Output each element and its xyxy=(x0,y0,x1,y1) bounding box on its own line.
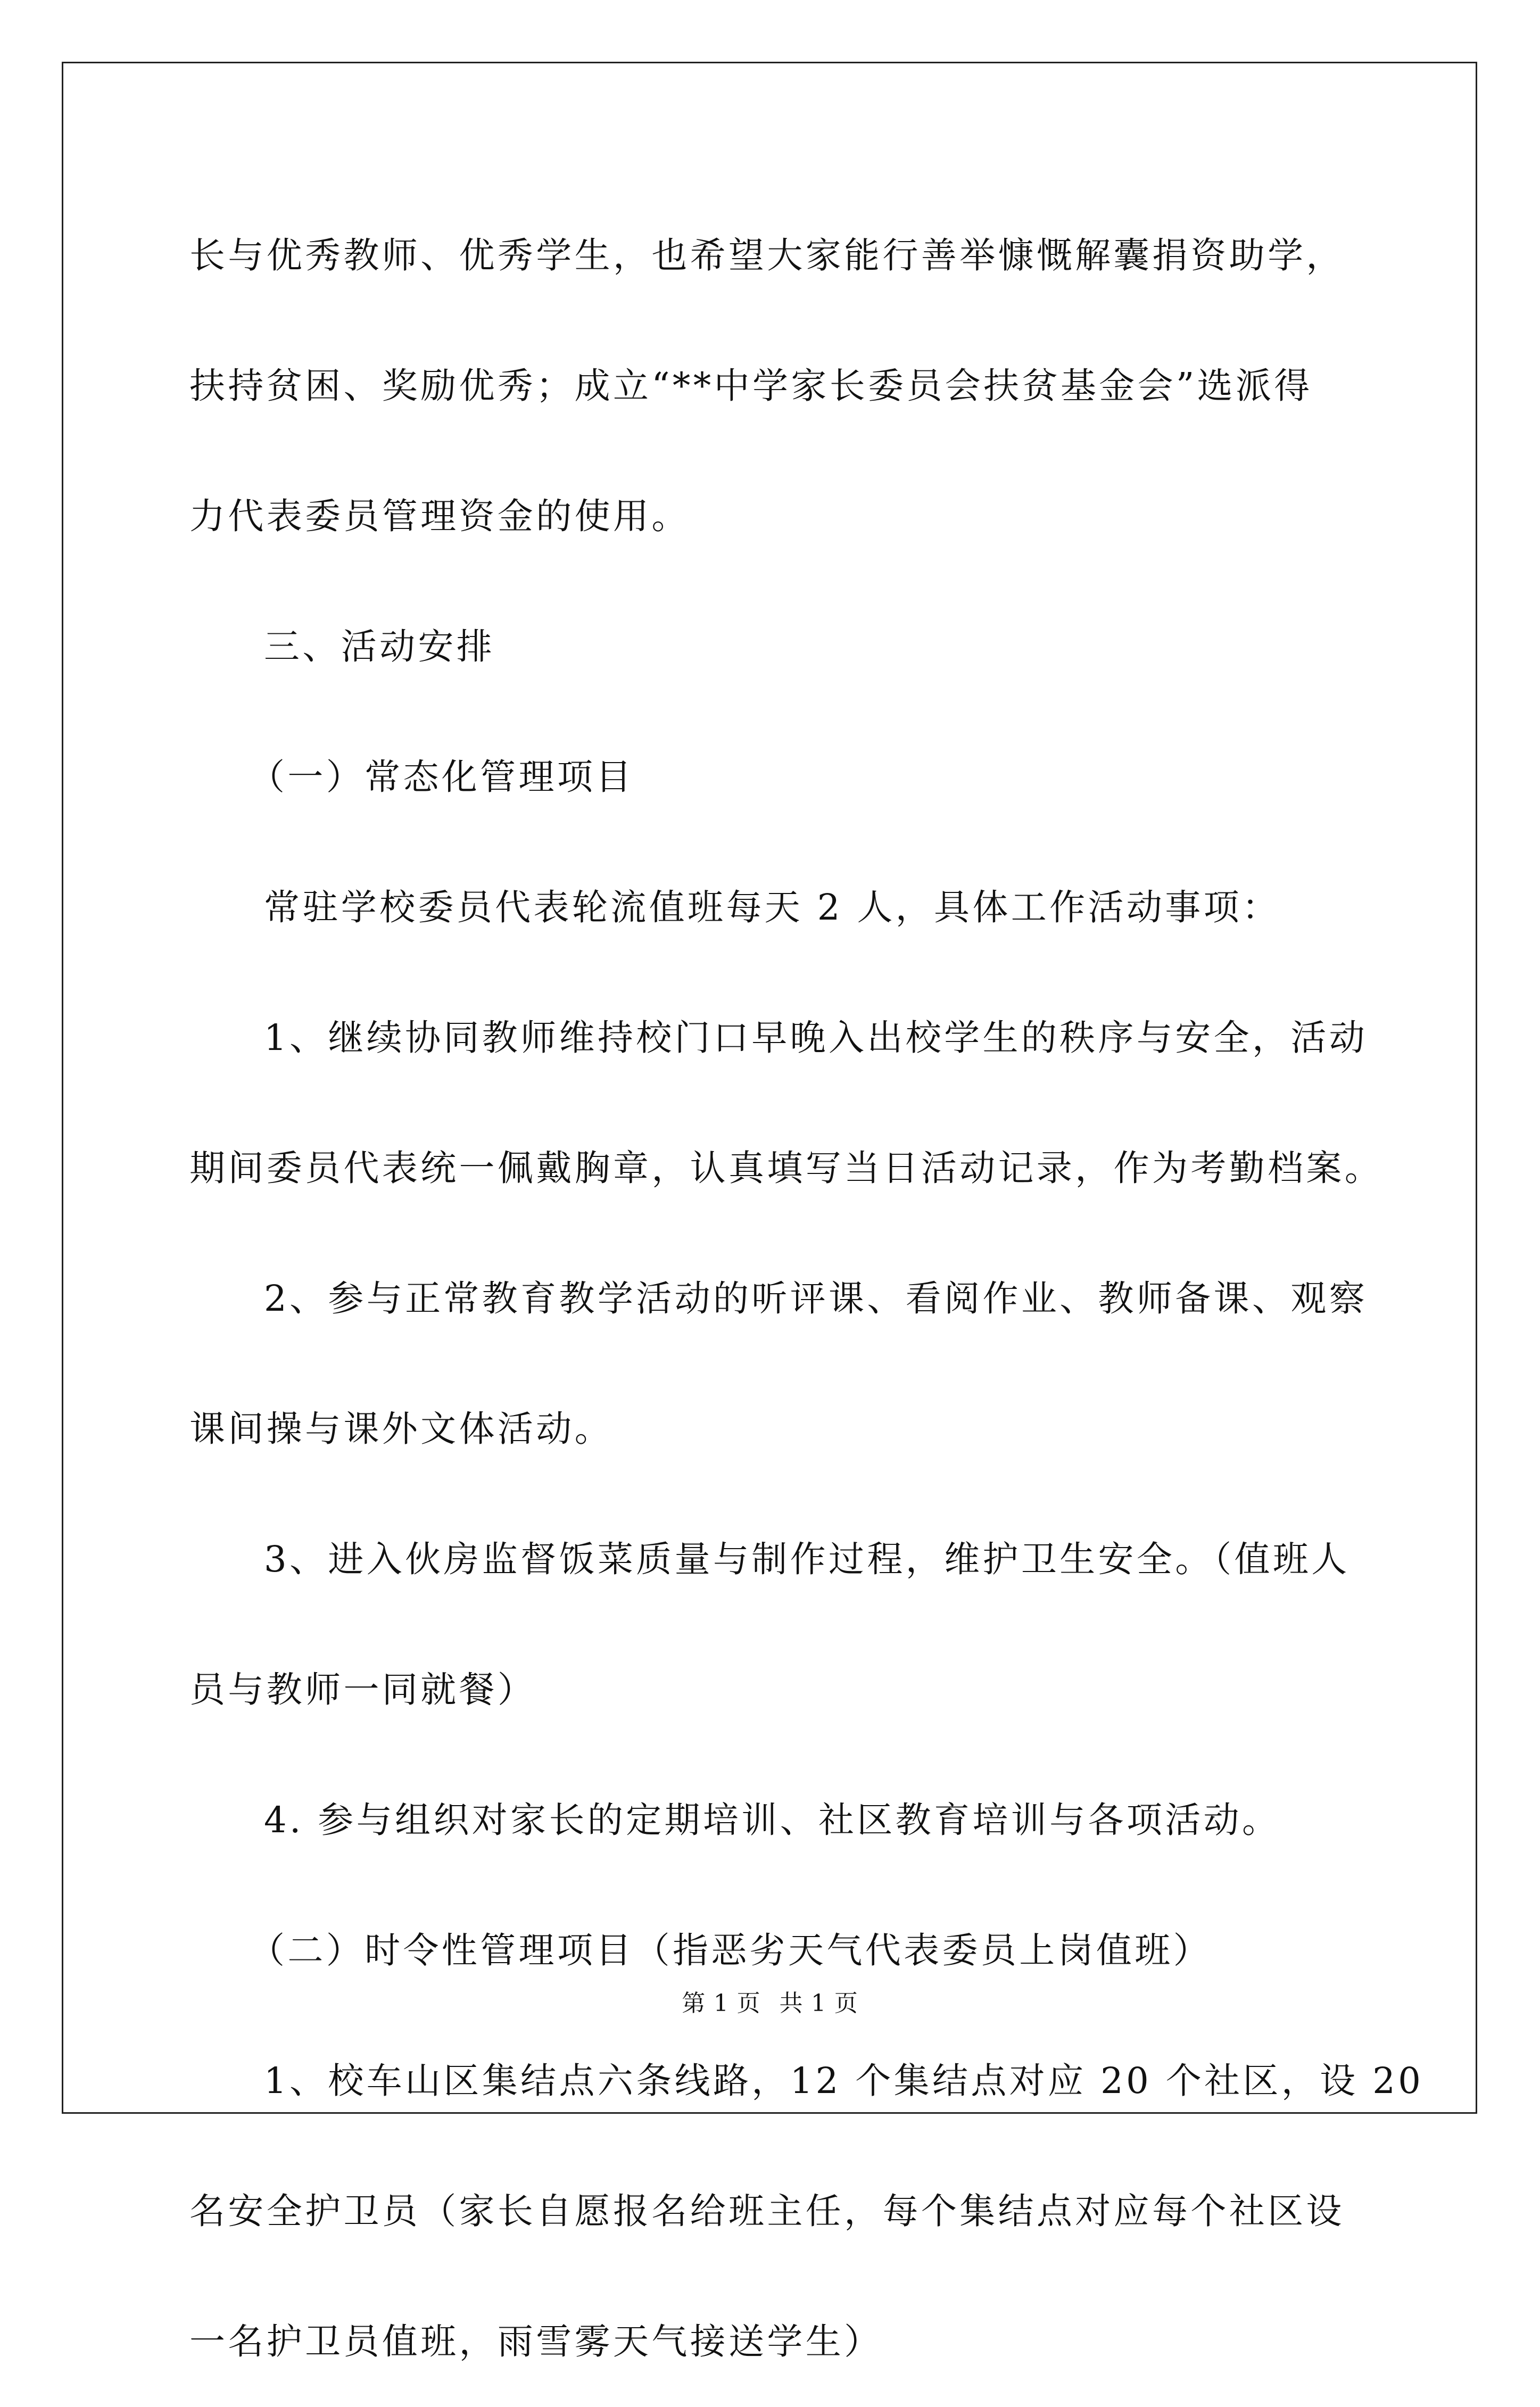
section-heading: 三、活动安排 xyxy=(264,626,495,667)
subsection-heading: （二）时令性管理项目（指恶劣天气代表委员上岗值班） xyxy=(249,1930,1212,1971)
document-body xyxy=(189,191,1424,2407)
page-total: 共 1 页 xyxy=(779,1990,858,2017)
list-item-4: 4. 参与组织对家长的定期培训、社区教育培训与各项活动。 xyxy=(264,1799,1281,1841)
list-item-2: 2、参与正常教育教学活动的听评课、看阅作业、教师备课、观察 xyxy=(264,1278,1368,1319)
text-line: 扶持贫困、奖励优秀；成立“**中学家长委员会扶贫基金会”选派得 xyxy=(189,365,1313,407)
text-line: 期间委员代表统一佩戴胸章，认真填写当日活动记录，作为考勤档案。 xyxy=(189,1147,1384,1189)
text-line: 力代表委员管理资金的使用。 xyxy=(189,495,690,537)
text-line: 长与优秀教师、优秀学生，也希望大家能行善举慷慨解囊捐资助学， xyxy=(189,235,1345,276)
list-item-1: 1、继续协同教师维持校门口早晚入出校学生的秩序与安全，活动 xyxy=(264,1017,1368,1058)
subsection-heading: （一）常态化管理项目 xyxy=(249,756,634,798)
page-number: 第 1 页 xyxy=(682,1990,761,2017)
list-item-3: 3、进入伙房监督饭菜质量与制作过程，维护卫生安全。（值班人 xyxy=(264,1539,1350,1580)
text-line: 课间操与课外文体活动。 xyxy=(189,1408,613,1450)
text-line: 常驻学校委员代表轮流值班每天 2 人，具体工作活动事项： xyxy=(264,887,1281,928)
page-footer xyxy=(0,1984,1540,2018)
text-line: 员与教师一同就餐） xyxy=(189,1669,536,1710)
text-line: 名安全护卫员（家长自愿报名给班主任，每个集结点对应每个社区设 xyxy=(189,2190,1345,2232)
text-line: 一名护卫员值班，雨雪雾天气接送学生） xyxy=(189,2321,883,2362)
list-item-1: 1、校车山区集结点六条线路，12 个集结点对应 20 个社区，设 20 xyxy=(264,2060,1424,2102)
